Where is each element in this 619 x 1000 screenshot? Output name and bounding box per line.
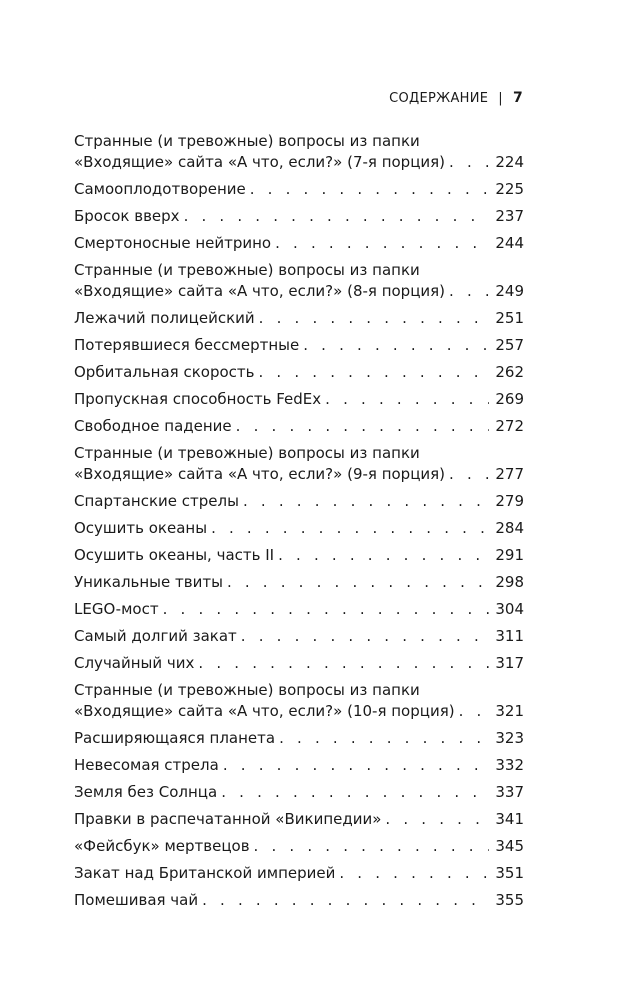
toc-entry[interactable] (74, 890, 524, 911)
toc-entry-row (74, 335, 524, 356)
toc-entry[interactable] (74, 518, 524, 539)
toc-entry[interactable] (74, 491, 524, 512)
toc-entry-title: Бросок вверх (74, 207, 180, 225)
toc-entry-page: 311 (495, 627, 524, 645)
toc-entry-title: Помешивая чай (74, 891, 199, 909)
toc-entry-title: Невесомая стрела (74, 756, 219, 774)
toc-entry[interactable] (74, 863, 524, 884)
toc-entry-row (74, 572, 524, 593)
table-of-contents (74, 131, 524, 917)
toc-entry[interactable] (74, 443, 524, 485)
toc-entry-row (74, 518, 524, 539)
toc-entry-row (74, 491, 524, 512)
toc-entry[interactable] (74, 362, 524, 383)
toc-entry[interactable] (74, 260, 524, 302)
dot-leader (223, 755, 490, 776)
toc-entry-row (74, 416, 524, 437)
toc-entry-page: 291 (495, 546, 524, 564)
toc-entry-page: 237 (495, 207, 524, 225)
toc-entry[interactable] (74, 308, 524, 329)
dot-leader (243, 491, 489, 512)
toc-entry-page: 345 (495, 837, 524, 855)
toc-entry-page: 332 (495, 756, 524, 774)
toc-entry[interactable] (74, 179, 524, 200)
dot-leader (459, 701, 490, 722)
toc-entry[interactable] (74, 233, 524, 254)
toc-entry-title: Самооплодотворение (74, 180, 246, 198)
dot-leader (449, 152, 489, 173)
toc-entry[interactable] (74, 389, 524, 410)
toc-entry[interactable] (74, 626, 524, 647)
toc-entry-row (74, 728, 524, 749)
dot-leader (339, 863, 489, 884)
dot-leader (279, 728, 489, 749)
header-separator: | (498, 90, 503, 106)
toc-entry-title: Осушить океаны, часть II (74, 546, 275, 564)
toc-entry-row (74, 464, 524, 485)
toc-entry-page: 224 (495, 153, 524, 171)
toc-entry-title: Уникальные твиты (74, 573, 223, 591)
toc-entry-row (74, 653, 524, 674)
toc-entry-page: 251 (495, 309, 524, 327)
section-title: СОДЕРЖАНИЕ (389, 90, 489, 106)
toc-entry-title: Земля без Солнца (74, 783, 218, 801)
toc-entry[interactable] (74, 728, 524, 749)
toc-entry-row (74, 281, 524, 302)
toc-entry-title: Спартанские стрелы (74, 492, 239, 510)
toc-entry-page: 284 (495, 519, 524, 537)
toc-entry-page: 262 (495, 363, 524, 381)
dot-leader (250, 179, 490, 200)
dot-leader (211, 518, 489, 539)
toc-entry-title: «Входящие» сайта «А что, если?» (8-я порция) (74, 282, 446, 300)
toc-entry[interactable] (74, 680, 524, 722)
toc-entry-row (74, 863, 524, 884)
toc-entry-title: «Входящие» сайта «А что, если?» (9-я порция) (74, 465, 446, 483)
toc-entry[interactable] (74, 572, 524, 593)
toc-entry-title: «Входящие» сайта «А что, если?» (10-я порция) (74, 702, 455, 720)
toc-entry-title: Расширяющаяся планета (74, 729, 276, 747)
dot-leader (385, 809, 489, 830)
toc-entry-page: 272 (495, 417, 524, 435)
toc-entry-row (74, 782, 524, 803)
toc-entry[interactable] (74, 599, 524, 620)
toc-entry-page: 298 (495, 573, 524, 591)
dot-leader (227, 572, 489, 593)
toc-entry-page: 341 (495, 810, 524, 828)
toc-entry-title: «Входящие» сайта «А что, если?» (7-я порция) (74, 153, 446, 171)
toc-entry-title: Правки в распечатанной «Википедии» (74, 810, 382, 828)
running-head (389, 90, 523, 106)
toc-entry-page: 351 (495, 864, 524, 882)
toc-entry-row (74, 809, 524, 830)
dot-leader (163, 599, 490, 620)
toc-entry-title: Потерявшиеся бессмертные (74, 336, 300, 354)
toc-entry-page: 257 (495, 336, 524, 354)
toc-entry-title-line: Странные (и тревожные) вопросы из папки (74, 681, 420, 699)
toc-entry-page: 279 (495, 492, 524, 510)
toc-entry-page: 269 (495, 390, 524, 408)
toc-entry[interactable] (74, 335, 524, 356)
dot-leader (202, 890, 489, 911)
toc-entry-title-line: Странные (и тревожные) вопросы из папки (74, 132, 420, 150)
toc-entry[interactable] (74, 836, 524, 857)
toc-entry-row (74, 362, 524, 383)
toc-entry-page: 337 (495, 783, 524, 801)
toc-entry-page: 277 (495, 465, 524, 483)
toc-entry-page: 225 (495, 180, 524, 198)
dot-leader (254, 836, 490, 857)
dot-leader (259, 308, 490, 329)
toc-entry-page: 244 (495, 234, 524, 252)
page-number: 7 (512, 90, 523, 106)
dot-leader (449, 464, 489, 485)
toc-entry-page: 355 (495, 891, 524, 909)
toc-entry[interactable] (74, 131, 524, 173)
toc-entry-row (74, 836, 524, 857)
toc-entry-title: Свободное падение (74, 417, 232, 435)
toc-entry-title: Случайный чих (74, 654, 195, 672)
toc-entry-page: 304 (495, 600, 524, 618)
dot-leader (325, 389, 489, 410)
toc-entry[interactable] (74, 782, 524, 803)
dot-leader (198, 653, 489, 674)
toc-entry-title: Лежачий полицейский (74, 309, 255, 327)
toc-entry-row (74, 389, 524, 410)
toc-entry-title: «Фейсбук» мертвецов (74, 837, 250, 855)
toc-entry-page: 317 (495, 654, 524, 672)
toc-entry-row (74, 233, 524, 254)
toc-entry-page: 321 (495, 702, 524, 720)
toc-entry-page: 323 (495, 729, 524, 747)
toc-entry-row (74, 890, 524, 911)
toc-entry-row (74, 152, 524, 173)
toc-entry-row (74, 755, 524, 776)
toc-entry-row (74, 179, 524, 200)
toc-entry[interactable] (74, 416, 524, 437)
dot-leader (241, 626, 490, 647)
dot-leader (258, 362, 489, 383)
toc-entry-title: LEGO-мост (74, 600, 159, 618)
toc-entry-title: Орбитальная скорость (74, 363, 255, 381)
toc-entry-row (74, 545, 524, 566)
toc-entry-row (74, 206, 524, 227)
dot-leader (236, 416, 490, 437)
dot-leader (184, 206, 490, 227)
toc-entry-row (74, 308, 524, 329)
toc-entry[interactable] (74, 653, 524, 674)
dot-leader (449, 281, 489, 302)
toc-entry[interactable] (74, 545, 524, 566)
toc-entry-title: Самый долгий закат (74, 627, 237, 645)
toc-entry-page: 249 (495, 282, 524, 300)
dot-leader (275, 233, 489, 254)
toc-entry-title: Пропускная способность FedEx (74, 390, 322, 408)
dot-leader (221, 782, 489, 803)
dot-leader (303, 335, 489, 356)
toc-entry-row (74, 701, 524, 722)
toc-entry-title-line: Странные (и тревожные) вопросы из папки (74, 444, 420, 462)
toc-entry-title: Осушить океаны (74, 519, 208, 537)
toc-entry-title-line: Странные (и тревожные) вопросы из папки (74, 261, 420, 279)
toc-entry[interactable] (74, 809, 524, 830)
toc-entry-row (74, 599, 524, 620)
toc-entry-row (74, 626, 524, 647)
toc-entry[interactable] (74, 755, 524, 776)
toc-entry-title: Смертоносные нейтрино (74, 234, 272, 252)
toc-entry[interactable] (74, 206, 524, 227)
dot-leader (278, 545, 489, 566)
toc-entry-title: Закат над Британской империей (74, 864, 336, 882)
